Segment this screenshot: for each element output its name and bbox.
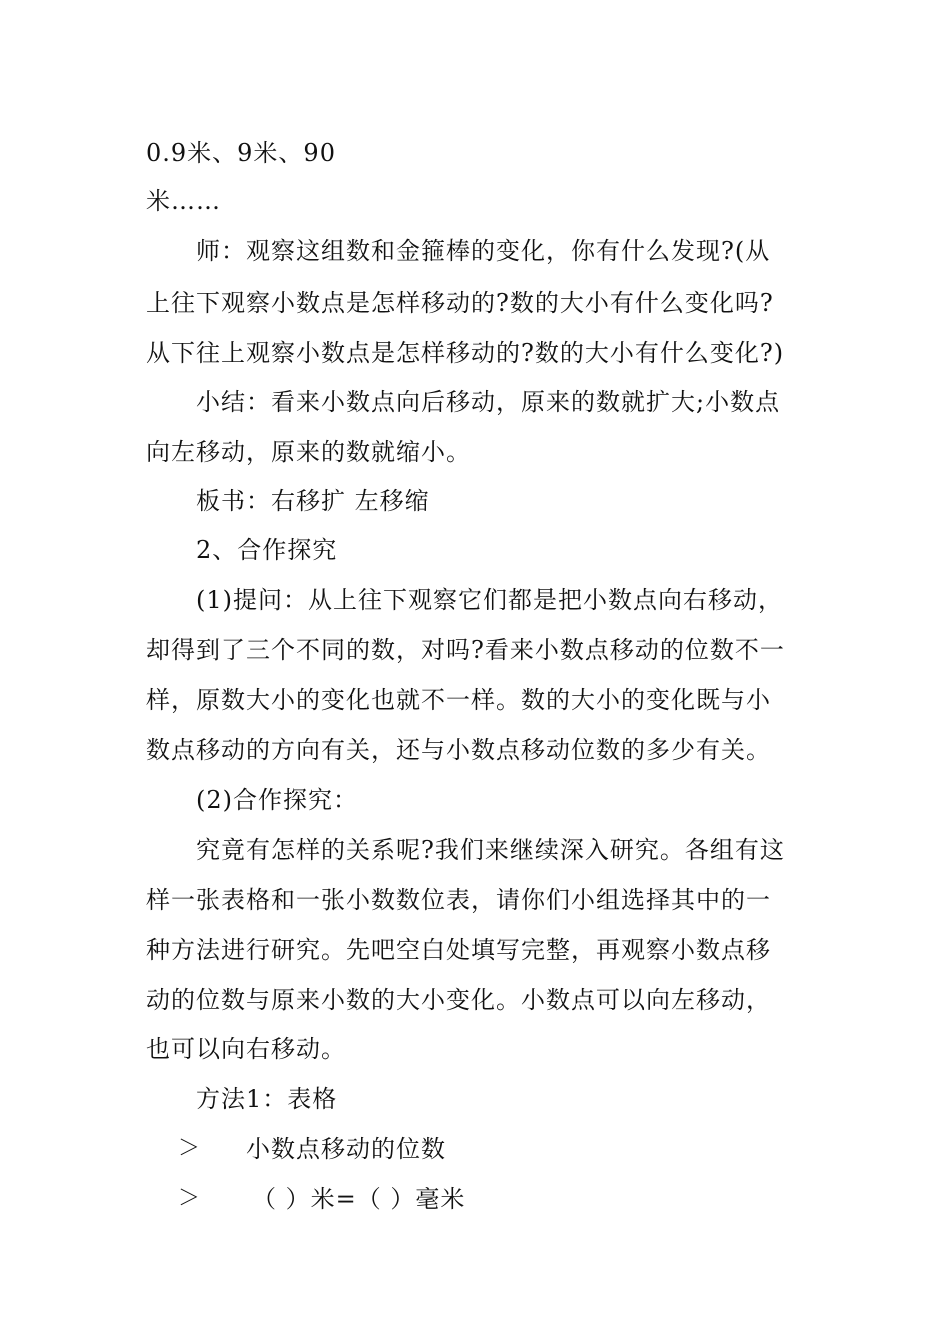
- paragraph-board-writing: 板书：右移扩 左移缩: [196, 487, 430, 515]
- paragraph-teacher-question: 师：观察这组数和金箍棒的变化，你有什么发现?(从: [196, 237, 771, 265]
- text-line-18: 动的位数与原来小数的大小变化。小数点可以向左移动，: [146, 986, 771, 1014]
- text-line-5: 从下往上观察小数点是怎样移动的?数的大小有什么变化?): [146, 339, 785, 367]
- text-line-12: 样，原数大小的变化也就不一样。数的大小的变化既与小: [146, 686, 771, 714]
- bullet-arrow-icon: ＞: [178, 1136, 201, 1161]
- paragraph-summary: 小结：看来小数点向后移动，原来的数就扩大;小数点: [196, 388, 781, 416]
- section-heading-cooperative-exploration: 2、合作探究: [196, 536, 338, 564]
- paragraph-research: 究竟有怎样的关系呢?我们来继续深入研究。各组有这: [196, 836, 785, 864]
- text-line-17: 种方法进行研究。先吧空白处填写完整，再观察小数点移: [146, 936, 771, 964]
- text-line-13: 数点移动的方向有关，还与小数点移动位数的多少有关。: [146, 736, 771, 764]
- paragraph-cooperative-exploration-2: (2)合作探究：: [196, 786, 358, 814]
- paragraph-question-1: (1)提问：从上往下观察它们都是把小数点向右移动，: [196, 586, 783, 614]
- text-line-4: 上往下观察小数点是怎样移动的?数的大小有什么变化吗?: [146, 289, 774, 317]
- text-line-19: 也可以向右移动。: [146, 1035, 346, 1063]
- text-line-2: 米……: [146, 187, 221, 215]
- text-line-7: 向左移动，原来的数就缩小。: [146, 438, 471, 466]
- text-line-1: 0.9米、9米、90: [146, 139, 336, 167]
- method-1-heading: 方法1：表格: [196, 1085, 338, 1113]
- table-row-meter-millimeter: （ ）米=（ ）毫米: [252, 1185, 466, 1213]
- text-line-11: 却得到了三个不同的数，对吗?看来小数点移动的位数不一: [146, 636, 785, 664]
- bullet-arrow-icon: ＞: [178, 1186, 201, 1211]
- text-line-16: 样一张表格和一张小数数位表，请你们小组选择其中的一: [146, 886, 771, 914]
- table-header-decimal-shift: 小数点移动的位数: [246, 1135, 446, 1163]
